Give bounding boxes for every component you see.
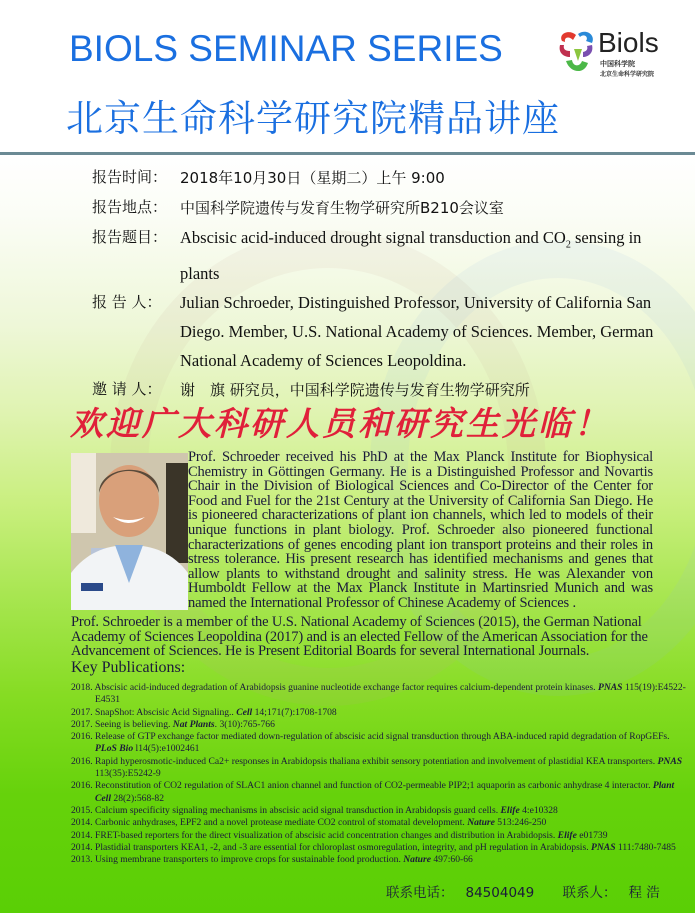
host-label: 邀 请 人：: [92, 380, 162, 399]
publication-ref: 28(2):568-82: [111, 792, 165, 804]
speaker-bio-paragraph-1: Prof. Schroeder received his PhD at the Max Planck Institute for Biophysical Chemistry in Göttingen Germany. He is a Distinguished Professor and Novartis Chair in the Division of Biological Sciences and Co-Director of the Center for Food and Fuel for the 21st Century at the University of California San Diego. He is pioneered characterizations of plant ion channels, which led to models of their unique functions in plant biology. Prof. Schroeder also pioneered functional characterizations of genes encoding plant ion transport proteins and their roles in stress tolerance. His present research has identified mechanisms and genes that allow plants to withstand drought and salinity stress. He was Alexander von Humboldt Fellow at the Max Planck Institute in Martinsried Munich and was named the International Professor of Chinese Academy of Sciences .: [188, 449, 653, 611]
topic-value: [180, 223, 682, 288]
publication-ref: 4:e10328: [519, 804, 558, 816]
seminar-title-english: BIOLS SEMINAR SERIES: [69, 28, 503, 69]
publication-journal: Plant Cell: [95, 780, 675, 804]
publication-journal: Elife: [500, 804, 520, 816]
publication-journal: PNAS: [597, 682, 623, 693]
publication-item: [71, 707, 691, 719]
publication-ref: 111:7480-7485: [615, 841, 676, 853]
publication-title: 2013. Using membrane transporters to improve crops for sustainable food production.: [71, 854, 404, 866]
publication-ref: 113(35):E5242-9: [95, 768, 161, 780]
contact-phone-label: 联系电话：: [386, 885, 454, 901]
topic-text-end: sensing in plants: [180, 228, 642, 284]
publication-ref: 513:246-250: [494, 817, 547, 829]
publication-ref: l14(5):e1002461: [133, 743, 200, 755]
publications-list: [71, 682, 691, 866]
welcome-banner: 欢迎广大科研人员和研究生光临！: [70, 404, 610, 443]
speaker-portrait-icon: [71, 453, 188, 610]
publication-journal: PNAS: [657, 755, 683, 767]
place-value: [180, 193, 682, 223]
publication-title: 2015. Calcium specificity signaling mechanisms in abscisic acid signal transduction in Arabidopsis guard cells.: [71, 804, 501, 816]
time-value: [180, 163, 682, 193]
logo-wordmark: Biols: [598, 27, 659, 58]
place-value-text: 中国科学院遗传与发育生物学研究所B210会议室: [180, 199, 504, 217]
time-value-text: 2018年10月30日（星期二）上午 9:00: [180, 169, 445, 187]
biols-logo: [556, 27, 686, 77]
publication-title: 2016. Rapid hyperosmotic-induced Ca2+ responses in Arabidopsis thaliana exhibit sensory potentiation and involvement of plastidial KEA transporters.: [71, 755, 658, 767]
publication-item: [71, 780, 691, 805]
info-place-row: [92, 193, 682, 223]
publication-item: [71, 854, 691, 866]
header-divider: [0, 152, 695, 155]
publication-item: [71, 756, 691, 781]
publication-item: [71, 817, 691, 829]
logo-subtitle-institute: 北京生命科学研究院: [600, 71, 655, 78]
key-publications-heading: Key Publications:: [71, 659, 186, 676]
publication-journal: Cell: [236, 706, 253, 718]
speaker-label: 报 告 人：: [92, 293, 162, 312]
publication-item: [71, 731, 691, 756]
publication-title: 2017. SnapShot: Abscisic Acid Signaling..: [71, 706, 237, 718]
publication-journal: Nat Plants: [172, 718, 215, 730]
publication-title: 2018. Abscisic acid-induced degradation of Arabidopsis guanine nucleotide exchange factor requires calcium-dependent protein kinases.: [71, 682, 598, 693]
publication-ref: e01739: [576, 829, 608, 841]
publication-ref: . 3(10):765-766: [214, 718, 275, 730]
contact-person: [563, 885, 672, 901]
info-time-row: [92, 163, 682, 193]
time-label: 报告时间：: [92, 168, 168, 186]
publication-item: [71, 842, 691, 854]
publication-ref: 497:60-66: [430, 854, 473, 866]
host-value-text: 谢 旗 研究员，中国科学院遗传与发育生物学研究所: [180, 381, 530, 400]
info-topic-row: [92, 223, 682, 288]
speaker-photo: [71, 453, 188, 610]
publication-journal: PNAS: [591, 841, 616, 853]
logo-subtitle-cas: 中国科学院: [600, 60, 635, 68]
biols-logo-mark-icon: [556, 27, 598, 77]
contact-info: [386, 881, 684, 901]
speaker-value: Julian Schroeder, Distinguished Professor, University of California San Diego. Member, U.S. National Academy of Sciences. Member, German National Academy of Sciences Leopoldina.: [180, 293, 654, 371]
publication-ref: 115(19):E4522-E4531: [95, 682, 686, 706]
publication-title: 2016. Reconstitution of CO2 regulation of SLAC1 anion channel and function of CO2-permeable PIP2;1 aquaporin as carbonic anhydrase 4 interactor.: [71, 780, 653, 792]
info-speaker-row: [92, 288, 682, 375]
topic-label: 报告题目：: [92, 228, 168, 246]
publication-journal: PLoS Bio: [95, 743, 134, 755]
topic-subscript: 2: [565, 239, 571, 251]
publication-journal: Elife: [557, 829, 577, 841]
speaker-bio-paragraph-2: Prof. Schroeder is a member of the U.S. National Academy of Sciences (2015), the German National Academy of Sciences Leopoldina (2017) and is an elected Fellow of the American Association for the Advancement of Sciences. He is Present Editorial Boards for several International Journals.: [71, 614, 648, 660]
contact-phone-number: 84504049: [465, 885, 535, 901]
place-label: 报告地点：: [92, 198, 168, 216]
seminar-info: [92, 163, 682, 405]
seminar-title-chinese: 北京生命科学研究院精品讲座: [66, 97, 560, 140]
publication-item: [71, 805, 691, 817]
publication-title: 2014. Plastidial transporters KEA1, -2, and -3 are essential for chloroplast osmoregulation, integrity, and pH regulation in Arabidopsis.: [71, 841, 591, 853]
contact-phone: [386, 885, 546, 901]
publication-title: 2014. Carbonic anhydrases, EPF2 and a novel protease mediate CO2 control of stomatal development.: [71, 817, 468, 829]
publication-ref: 14;171(7):1708-1708: [252, 706, 337, 718]
publication-journal: Nature: [467, 817, 495, 829]
publication-item: [71, 719, 691, 731]
publication-title: 2017. Seeing is believing.: [71, 718, 173, 730]
publication-title: 2014. FRET-based reporters for the direct visualization of abscisic acid concentration changes and distribution in Arabidopsis.: [71, 829, 558, 841]
contact-person-name: 程 浩: [628, 885, 660, 901]
publication-item: [71, 682, 691, 707]
contact-person-label: 联系人：: [562, 885, 617, 901]
publication-title: 2016. Release of GTP exchange factor mediated down-regulation of abscisic acid signal transduction through ABA-induced rapid degradation of RopGEFs.: [71, 731, 670, 743]
publication-journal: Nature: [403, 854, 431, 866]
publication-item: [71, 830, 691, 842]
topic-text-start: Abscisic acid-induced drought signal transduction and CO: [180, 228, 566, 247]
